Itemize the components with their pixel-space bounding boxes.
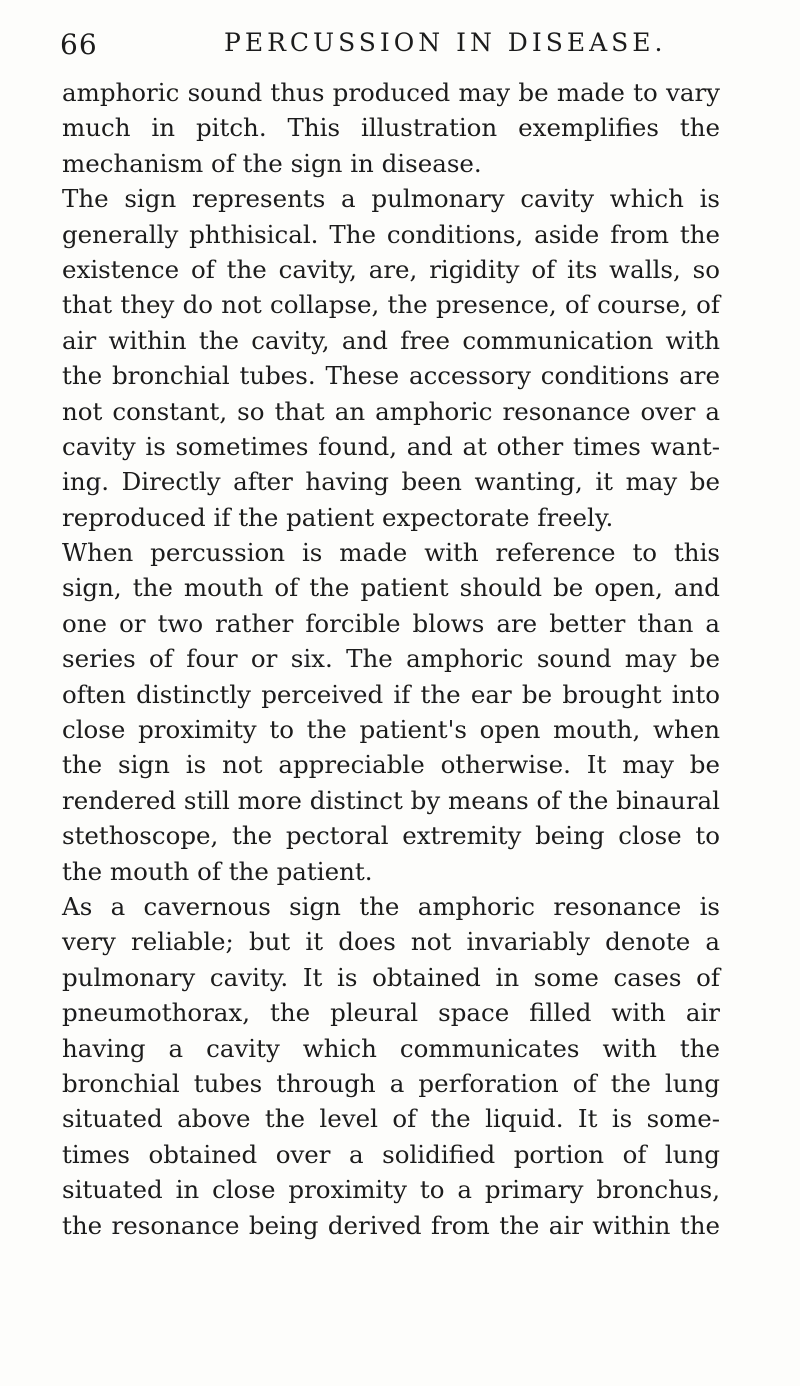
running-title: PERCUSSION IN DISEASE. [224, 28, 667, 57]
text-line: often distinctly perceived if the ear be brought into [62, 679, 720, 709]
text-line: the mouth of the patient. [62, 856, 373, 886]
text-line: cavity is sometimes found, and at other times want- [62, 431, 720, 461]
page-number: 66 [60, 28, 98, 61]
text-line: series of four or six. The amphoric sound may be [62, 644, 720, 674]
text-line: that they do not collapse, the presence, of course, of [62, 290, 720, 320]
text-line: The sign represents a pulmonary cavity which is [62, 184, 720, 214]
text-line: pulmonary cavity. It is obtained in some cases of [62, 962, 720, 992]
text-line: mechanism of the sign in disease. [62, 148, 482, 178]
text-line: air within the cavity, and free communication with [62, 325, 720, 355]
text-line: existence of the cavity, are, rigidity of its walls, so [62, 254, 720, 284]
text-line: not constant, so that an amphoric resonance over a [62, 396, 720, 426]
text-line: the bronchial tubes. These accessory conditions are [62, 361, 720, 391]
text-line: stethoscope, the pectoral extremity being close to [62, 821, 720, 851]
text-line: situated above the level of the liquid. It is some- [62, 1104, 720, 1134]
text-line: pneumothorax, the pleural space filled with air [62, 998, 720, 1028]
text-line: very reliable; but it does not invariably denote a [62, 927, 720, 957]
text-line: reproduced if the patient expectorate freely. [62, 502, 614, 532]
text-line: generally phthisical. The conditions, aside from the [62, 219, 720, 249]
text-line: one or two rather forcible blows are better than a [62, 608, 720, 638]
text-line: close proximity to the patient's open mouth, when [62, 715, 720, 745]
text-line: amphoric sound thus produced may be made to vary [62, 78, 720, 107]
text-line: much in pitch. This illustration exemplifies the [62, 113, 720, 143]
text-line: rendered still more distinct by means of the binaural [62, 785, 720, 815]
text-line: bronchial tubes through a perforation of the lung [62, 1068, 720, 1098]
text-line: the resonance being derived from the air within the [62, 1210, 720, 1240]
text-line: sign, the mouth of the patient should be open, and [62, 573, 720, 603]
body-text [62, 75, 720, 1243]
text-line: having a cavity which communicates with the [62, 1033, 720, 1063]
page-header [60, 28, 700, 68]
text-line: When percussion is made with reference to this [62, 538, 720, 568]
text-line: the sign is not appreciable otherwise. It may be [62, 750, 720, 780]
text-line: situated in close proximity to a primary bronchus, [62, 1175, 720, 1205]
text-line: ing. Directly after having been wanting, it may be [62, 467, 720, 497]
text-line: As a cavernous sign the amphoric resonance is [62, 891, 720, 921]
text-line: times obtained over a solidified portion of lung [62, 1139, 720, 1169]
